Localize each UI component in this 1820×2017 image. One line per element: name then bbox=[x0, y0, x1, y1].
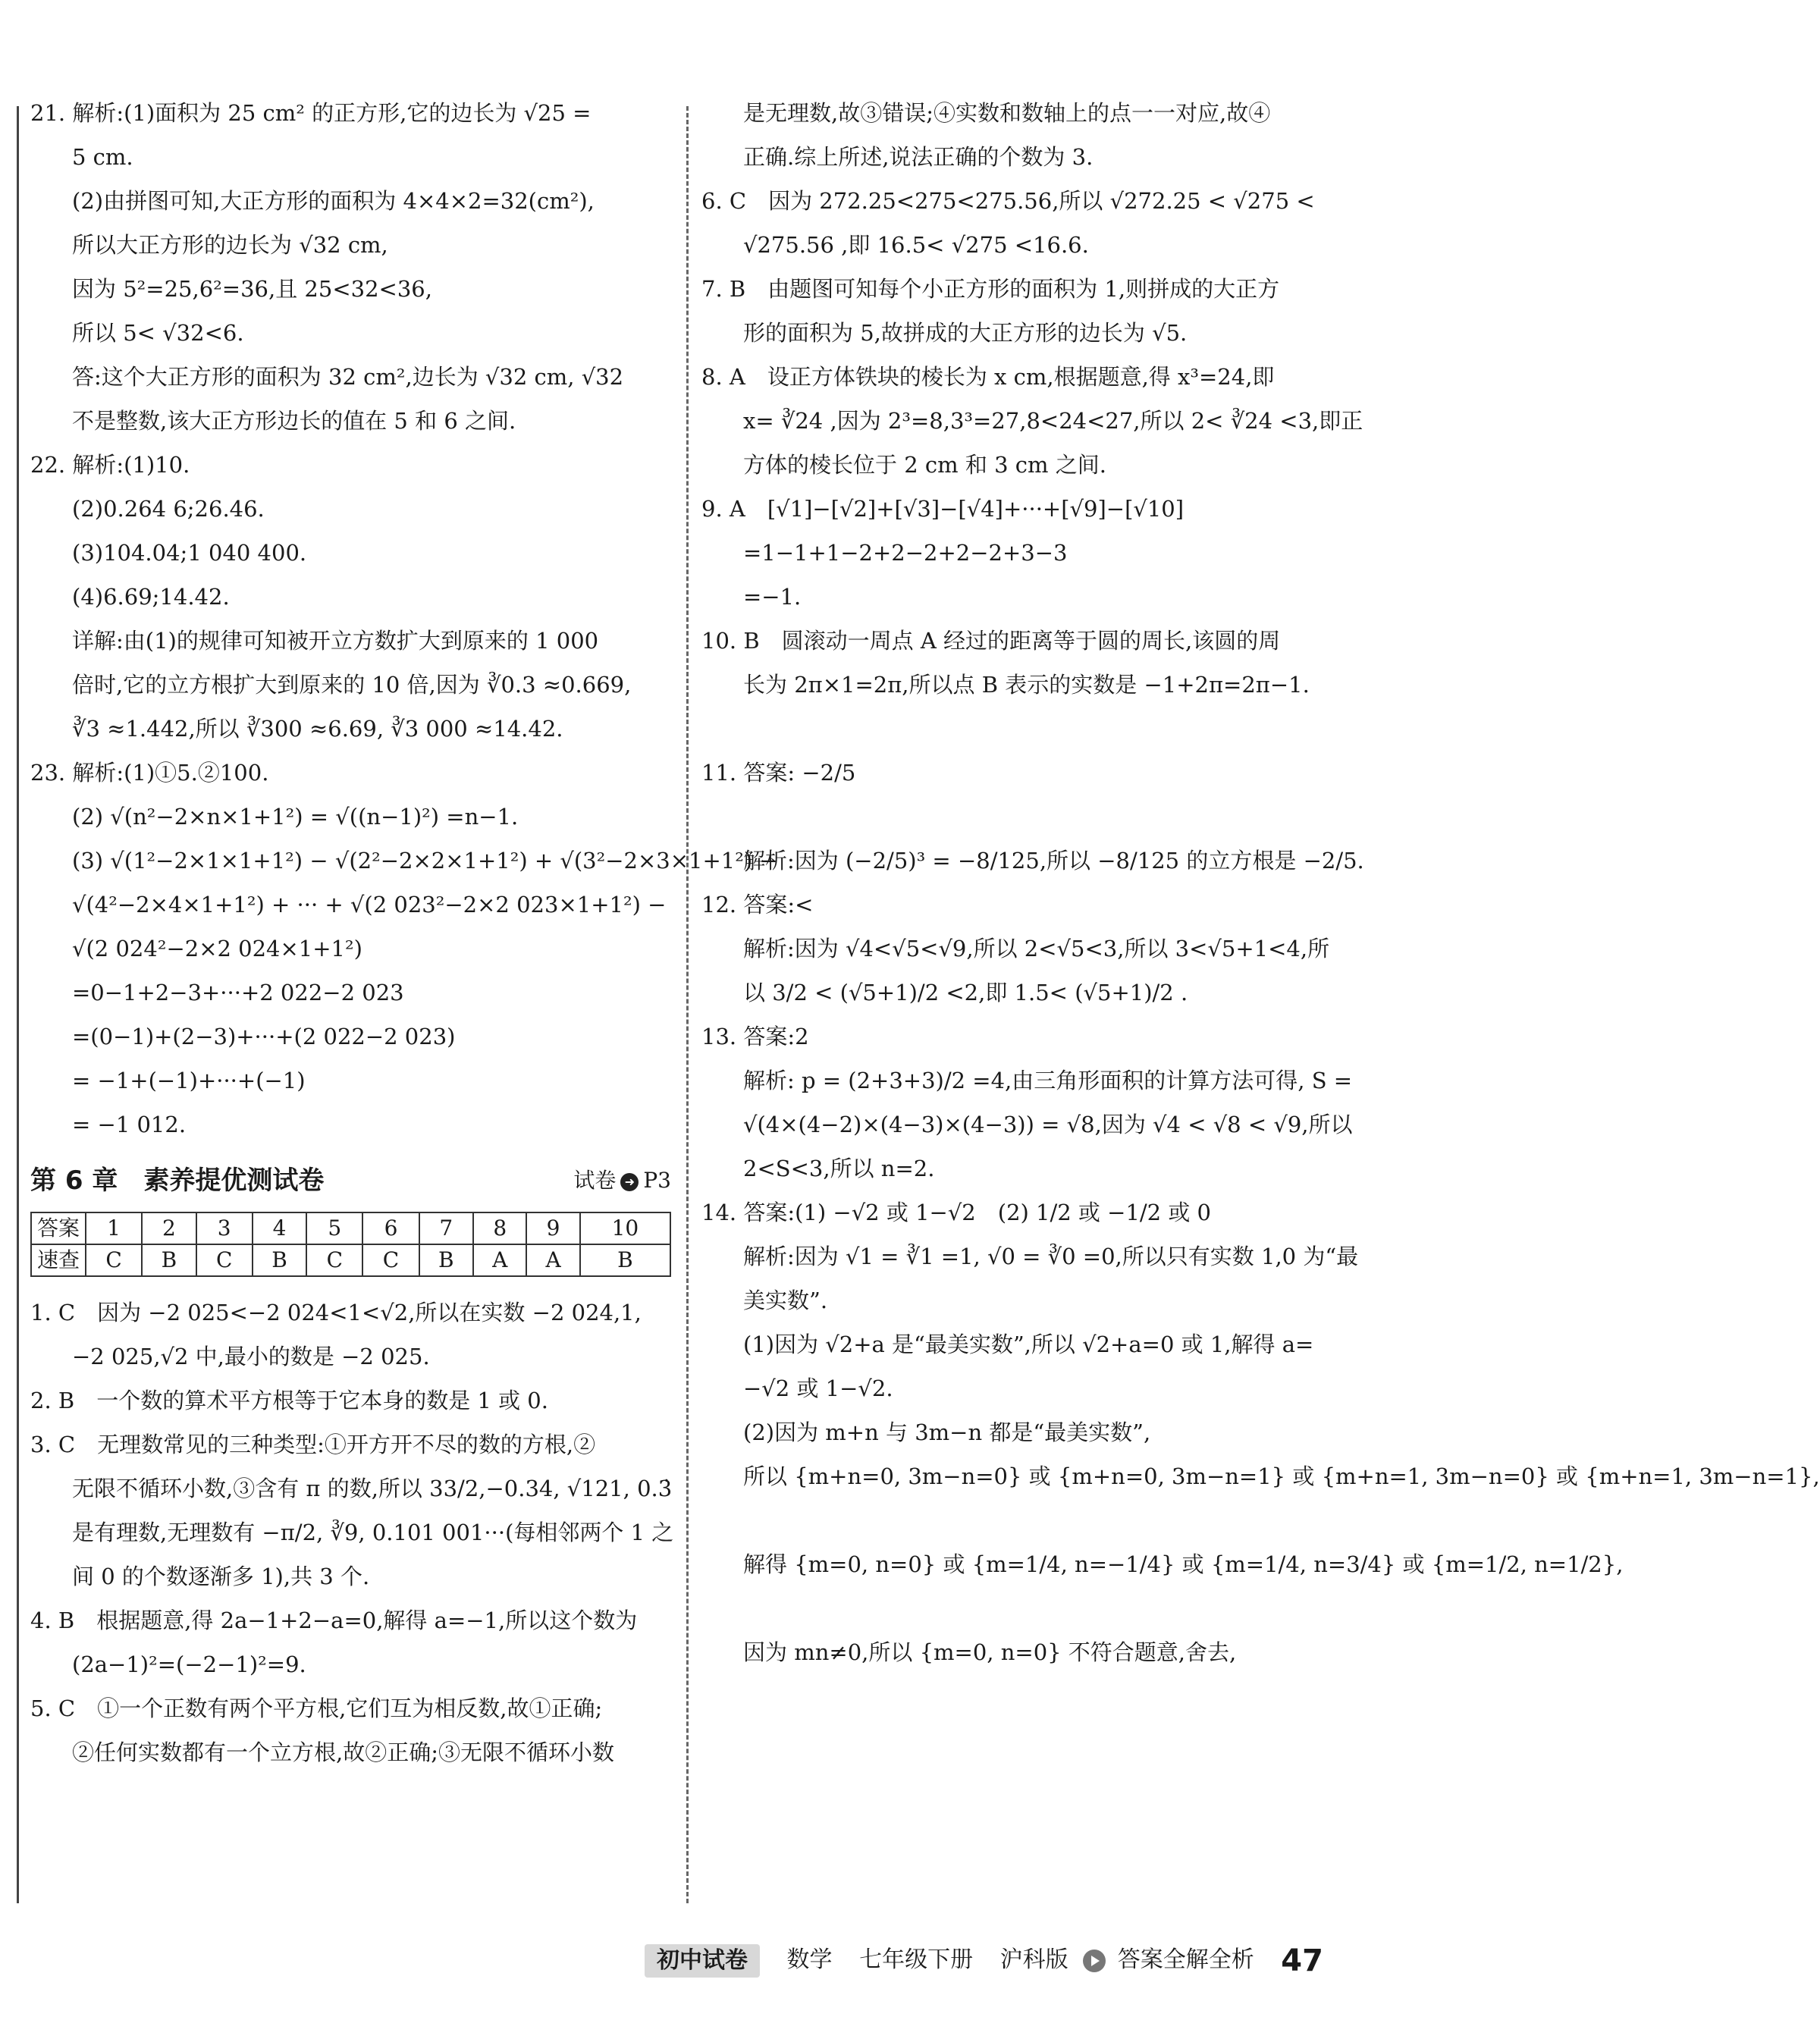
q23-line: =(0−1)+(2−3)+···+(2 022−2 023) bbox=[72, 1024, 456, 1049]
table-header-cell: 速查 bbox=[31, 1244, 86, 1276]
q21-line: 所以大正方形的边长为 √32 cm, bbox=[72, 232, 388, 258]
q21-line: 因为 5²=25,6²=36,且 25<32<36, bbox=[72, 276, 432, 302]
q22-line: 倍时,它的立方根扩大到原来的 10 倍,因为 ∛0.3 ≈0.669, bbox=[72, 672, 632, 698]
mc-line: 4. B 根据题意,得 2a−1+2−a=0,解得 a=−1,所以这个数为 bbox=[30, 1608, 638, 1633]
solution-line: 2<S<3,所以 n=2. bbox=[743, 1156, 935, 1181]
solution-line: −√2 或 1−√2. bbox=[743, 1376, 893, 1401]
solution-line: 解析:因为 √1 = ∛1 =1, √0 = ∛0 =0,所以只有实数 1,0 为“最 bbox=[743, 1244, 1359, 1269]
page-number: 47 bbox=[1281, 1943, 1323, 1978]
spacer bbox=[701, 1498, 1346, 1542]
q21-line: 不是整数,该大正方形边长的值在 5 和 6 之间. bbox=[72, 408, 516, 434]
q23-line: (3) √(1²−2×1×1+1²) − √(2²−2×2×1+1²) + √(3²−2×3×1+1²) − bbox=[72, 848, 778, 874]
table-cell: 9 bbox=[526, 1212, 579, 1244]
arrow-right-icon: ➜ bbox=[620, 1173, 639, 1191]
solution-line: 美实数”. bbox=[743, 1288, 828, 1313]
table-cell: 4 bbox=[253, 1212, 306, 1244]
solution-line: 6. C 因为 272.25<275<275.56,所以 √272.25 < √275 < bbox=[701, 188, 1315, 214]
solution-line: 所以 {m+n=0, 3m−n=0} 或 {m+n=0, 3m−n=1} 或 {m+n=1, 3m−n=0} 或 {m+n=1, 3m−n=1}, bbox=[743, 1463, 1820, 1489]
solution-line: (2)因为 m+n 与 3m−n 都是“最美实数”, bbox=[743, 1419, 1151, 1445]
q21-line: (2)由拼图可知,大正方形的面积为 4×4×2=32(cm²), bbox=[72, 188, 595, 214]
play-icon bbox=[1083, 1950, 1106, 1972]
q21-line: 所以 5< √32<6. bbox=[72, 320, 244, 346]
solution-line: 解得 {m=0, n=0} 或 {m=1/4, n=−1/4} 或 {m=1/4, n=3/4} 或 {m=1/2, n=1/2}, bbox=[743, 1551, 1624, 1577]
solution-line: 10. B 圆滚动一周点 A 经过的距离等于圆的周长,该圆的周 bbox=[701, 628, 1281, 654]
page-footer bbox=[645, 1937, 1418, 1983]
solution-line: 形的面积为 5,故拼成的大正方形的边长为 √5. bbox=[743, 320, 1188, 346]
table-cell: A bbox=[526, 1244, 579, 1276]
solution-line: 7. B 由题图可知每个小正方形的面积为 1,则拼成的大正方 bbox=[701, 276, 1280, 302]
solution-line: 是无理数,故③错误;④实数和数轴上的点一一对应,故④ bbox=[743, 100, 1271, 126]
solution-line: √(4×(4−2)×(4−3)×(4−3)) = √8,因为 √4 < √8 < √9,所以 bbox=[743, 1112, 1353, 1137]
chapter-ref-page: P3 bbox=[643, 1168, 671, 1193]
table-cell: 3 bbox=[196, 1212, 253, 1244]
q23-line: 23. 解析:(1)①5.②100. bbox=[30, 760, 269, 786]
column-divider bbox=[686, 106, 689, 1903]
mc-line: ②任何实数都有一个立方根,故②正确;③无限不循环小数 bbox=[72, 1739, 614, 1765]
solution-line: 解析:因为 √4<√5<√9,所以 2<√5<3,所以 3<√5+1<4,所 bbox=[743, 936, 1330, 961]
spacer bbox=[701, 707, 1346, 751]
solution-line: √275.56 ,即 16.5< √275 <16.6. bbox=[743, 232, 1089, 258]
q22-line: ∛3 ≈1.442,所以 ∛300 ≈6.69, ∛3 000 ≈14.42. bbox=[72, 716, 563, 742]
table-cell: B bbox=[142, 1244, 196, 1276]
footer-edition: 沪科版 bbox=[999, 1946, 1068, 1973]
table-row bbox=[31, 1244, 670, 1276]
mc-line: 无限不循环小数,③含有 π 的数,所以 33/2,−0.34, √121, 0.3̇ bbox=[72, 1476, 673, 1501]
solution-line: 11. 答案: −2/5 bbox=[701, 760, 856, 786]
q23-line: √(2 024²−2×2 024×1+1²) bbox=[72, 936, 362, 961]
solution-line: 解析:因为 (−2/5)³ = −8/125,所以 −8/125 的立方根是 −2/5. bbox=[743, 848, 1364, 874]
table-cell: 8 bbox=[473, 1212, 526, 1244]
table-cell: C bbox=[86, 1244, 142, 1276]
solution-line: 方体的棱长位于 2 cm 和 3 cm 之间. bbox=[743, 452, 1106, 478]
solution-line: (1)因为 √2+a 是“最美实数”,所以 √2+a=0 或 1,解得 a= bbox=[743, 1332, 1314, 1357]
answer-quick-check-table bbox=[30, 1212, 671, 1277]
solution-line: 因为 mn≠0,所以 {m=0, n=0} 不符合题意,舍去, bbox=[743, 1639, 1237, 1665]
q23-line: = −1+(−1)+···+(−1) bbox=[72, 1068, 306, 1093]
q23-line: = −1 012. bbox=[72, 1112, 187, 1137]
chapter-title: 第 6 章 素养提优测试卷 bbox=[30, 1165, 325, 1196]
table-cell: B bbox=[419, 1244, 473, 1276]
q22-line: (2)0.264 6;26.46. bbox=[72, 496, 265, 522]
chapter-header bbox=[30, 1154, 671, 1207]
footer-subject: 数学 bbox=[786, 1946, 833, 1973]
solution-line: 13. 答案:2 bbox=[701, 1024, 809, 1049]
table-cell: 1 bbox=[86, 1212, 142, 1244]
q23-line: =0−1+2−3+···+2 022−2 023 bbox=[72, 980, 404, 1005]
solution-line: 8. A 设正方体铁块的棱长为 x cm,根据题意,得 x³=24,即 bbox=[701, 364, 1275, 390]
q21-line: 5 cm. bbox=[72, 144, 133, 170]
q22-line: 详解:由(1)的规律可知被开立方数扩大到原来的 1 000 bbox=[72, 628, 599, 654]
solution-line: x= ∛24 ,因为 2³=8,3³=27,8<24<27,所以 2< ∛24 <3,即正 bbox=[743, 408, 1363, 434]
mc-line: 2. B 一个数的算术平方根等于它本身的数是 1 或 0. bbox=[30, 1388, 548, 1413]
right-column bbox=[701, 91, 1820, 1674]
q22-line: 22. 解析:(1)10. bbox=[30, 452, 190, 478]
solution-line: 12. 答案:< bbox=[701, 892, 814, 918]
mc-line: 1. C 因为 −2 025<−2 024<1<√2,所以在实数 −2 024,1, bbox=[30, 1300, 642, 1325]
mc-line: −2 025,√2 中,最小的数是 −2 025. bbox=[72, 1344, 430, 1369]
q21-line: 答:这个大正方形的面积为 32 cm²,边长为 √32 cm, √32 bbox=[72, 364, 624, 390]
footer-series: 答案全解全析 bbox=[1117, 1946, 1254, 1973]
q22-line: (3)104.04;1 040 400. bbox=[72, 540, 307, 566]
solution-line: =1−1+1−2+2−2+2−2+3−3 bbox=[743, 540, 1068, 566]
q23-line: (2) √(n²−2×n×1+1²) = √((n−1)²) =n−1. bbox=[72, 804, 519, 830]
solution-line: 14. 答案:(1) −√2 或 1−√2 (2) 1/2 或 −1/2 或 0 bbox=[701, 1200, 1212, 1225]
table-cell: 5 bbox=[306, 1212, 362, 1244]
table-row bbox=[31, 1212, 670, 1244]
table-cell: 2 bbox=[142, 1212, 196, 1244]
table-cell: B bbox=[580, 1244, 670, 1276]
table-header-cell: 答案 bbox=[31, 1212, 86, 1244]
q22-line: (4)6.69;14.42. bbox=[72, 584, 230, 610]
table-cell: C bbox=[196, 1244, 253, 1276]
chapter-ref-label: 试卷 bbox=[573, 1168, 617, 1193]
mc-line: 间 0 的个数逐渐多 1),共 3 个. bbox=[72, 1564, 370, 1589]
mc-line: 5. C ①一个正数有两个平方根,它们互为相反数,故①正确; bbox=[30, 1695, 603, 1721]
table-cell: 6 bbox=[362, 1212, 419, 1244]
solution-line: 9. A [√1]−[√2]+[√3]−[√4]+···+[√9]−[√10] bbox=[701, 496, 1185, 522]
mc-line: 是有理数,无理数有 −π/2, ∛9, 0.101 001···(每相邻两个 1 之 bbox=[72, 1520, 674, 1545]
q21-line: 21. 解析:(1)面积为 25 cm² 的正方形,它的边长为 √25 = bbox=[30, 100, 592, 126]
solution-line: 以 3/2 < (√5+1)/2 <2,即 1.5< (√5+1)/2 . bbox=[743, 980, 1188, 1005]
table-cell: C bbox=[362, 1244, 419, 1276]
solution-line: 长为 2π×1=2π,所以点 B 表示的实数是 −1+2π=2π−1. bbox=[743, 672, 1310, 698]
brand-badge: 初中试卷 bbox=[645, 1944, 760, 1978]
footer-grade: 七年级下册 bbox=[859, 1946, 974, 1973]
spacer bbox=[701, 795, 1346, 839]
left-margin-rule bbox=[17, 106, 19, 1903]
solution-line: =−1. bbox=[743, 584, 802, 610]
mc-line: 3. C 无理数常见的三种类型:①开方开不尽的数的方根,② bbox=[30, 1432, 596, 1457]
table-cell: 10 bbox=[580, 1212, 670, 1244]
solution-line: 解析: p = (2+3+3)/2 =4,由三角形面积的计算方法可得, S = bbox=[743, 1068, 1353, 1093]
solution-line: 正确.综上所述,说法正确的个数为 3. bbox=[743, 144, 1094, 170]
mc-line: (2a−1)²=(−2−1)²=9. bbox=[72, 1652, 306, 1677]
table-cell: A bbox=[473, 1244, 526, 1276]
table-cell: C bbox=[306, 1244, 362, 1276]
table-cell: 7 bbox=[419, 1212, 473, 1244]
q23-line: √(4²−2×4×1+1²) + ··· + √(2 023²−2×2 023×1+1²) − bbox=[72, 892, 667, 918]
spacer bbox=[701, 1586, 1346, 1630]
chapter-reference bbox=[573, 1154, 671, 1207]
table-cell: B bbox=[253, 1244, 306, 1276]
